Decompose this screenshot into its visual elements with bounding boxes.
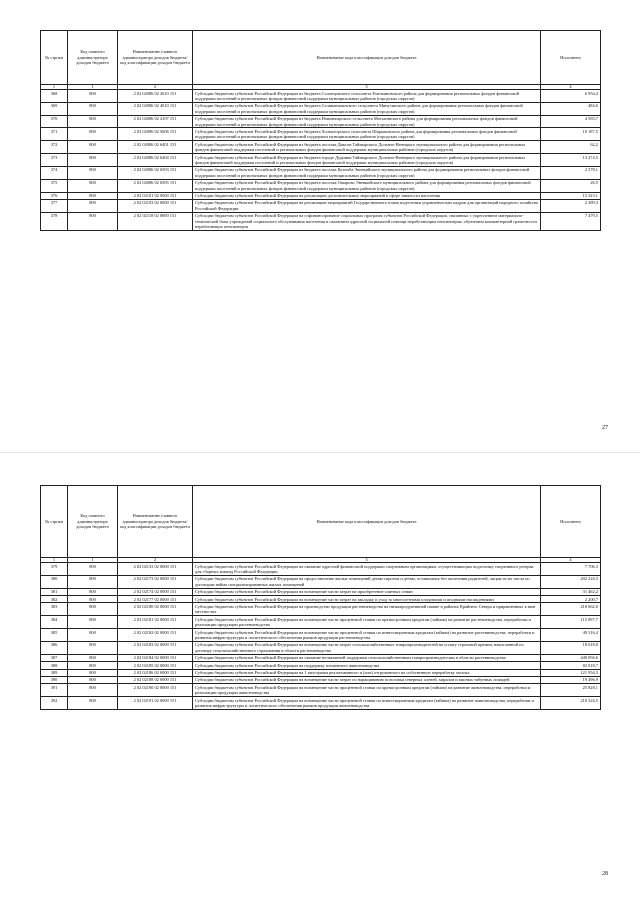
executed-amount-cell: 2 578,1 [541,166,601,179]
code-name-cell: Субсидии бюджетам субъектов Российской Федерации на возмещение части затрат по наращиванию поголовья северных оленей, маралов и мясных табунных лошадей [193,676,541,683]
row-number-cell: 380 [41,575,68,588]
row-number-cell: 382 [41,596,68,603]
executed-amount-cell: 82 018,7 [541,662,601,669]
admin-code-cell: 800 [68,199,118,212]
executed-amount-cell: 121 954,3 [541,669,601,676]
row-number-cell: 390 [41,676,68,683]
column-number: 1 [68,558,118,563]
admin-code-cell: 800 [68,102,118,115]
classification-code-cell: 2 02 02118 02 0000 151 [118,212,193,230]
admin-code-cell: 800 [68,669,118,676]
classification-code-cell: 2 02 02103 02 0000 151 [118,199,193,212]
table-row [41,166,601,179]
code-name-cell: Субсидии бюджетам субъектов Российской Федерации на поддержку племенного животноводства [193,662,541,669]
classification-code-cell: 2 02 02183 02 0000 151 [118,641,193,654]
header-code-name: Наименование кода классификации доходов бюджета [193,486,541,558]
table-row [41,575,601,588]
classification-code-cell: 2 02 02185 02 0000 151 [118,662,193,669]
classification-code-cell: 2 02 02191 02 0000 151 [118,697,193,710]
column-number: 4 [541,85,601,90]
classification-code-cell: 2 02 02177 02 0000 151 [118,596,193,603]
admin-code-cell: 800 [68,115,118,128]
revenue-table-page-1 [40,30,601,231]
table-header-row [41,486,601,558]
row-number-cell: 378 [41,212,68,230]
table-row [41,115,601,128]
classification-code-cell: 2 02 02188 02 0000 151 [118,676,193,683]
table-row [41,654,601,661]
row-number-cell: 369 [41,102,68,115]
executed-amount-cell: 6 954,4 [541,90,601,103]
column-number: 4 [541,558,601,563]
classification-code-cell: 2 02 02182 02 0000 151 [118,629,193,642]
executed-amount-cell: 4 583,7 [541,115,601,128]
code-name-cell: Субсидии бюджетам субъектов Российской Федерации на софинансирование социальных программ субъектов Российской Федерации, связанных с укреплением материально-технической базы учреждений социального обслуживания населения и оказанием адресной социальной помощи неработающим пенсионерам, обучением компьютерной грамотности неработающих пенсионеров [193,212,541,230]
executed-amount-cell: 449 094,6 [541,654,601,661]
budget-page-1 [0,0,640,440]
page-number: 27 [602,425,608,431]
classification-code-cell: 2 02 02086 02 6404 151 [118,154,193,167]
code-name-cell: Субсидии бюджетам субъектов Российской Федерации на возмещение части процентной ставки по инвестиционным кредитам (займам) на развитие растениеводства, переработки и развития инфраструктуры и логистического обеспечения рынков продукции растениеводства [193,629,541,642]
classification-code-cell: 2 02 02086 02 5606 151 [118,128,193,141]
row-number-cell: 379 [41,563,68,576]
budget-page-2 [0,470,640,905]
table-row [41,128,601,141]
code-name-cell: Субсидии бюджетам субъектов Российской Федерации на возмещение части затрат на закладку и уход за многолетними плодовыми и ягодными насаждениями [193,596,541,603]
column-number: 3 [193,85,541,90]
executed-amount-cell: 13 274,5 [541,154,601,167]
executed-amount-cell: 62,2 [541,141,601,154]
executed-amount-cell: 202 224,3 [541,575,601,588]
row-number-cell: 392 [41,697,68,710]
table-row [41,199,601,212]
code-name-cell: Субсидии бюджетам субъектов Российской Федерации на производство продукции растениеводства на низкопродуктивной пашне в районах Крайнего Севера и приравненных к ним местностях [193,603,541,616]
admin-code-cell: 800 [68,629,118,642]
table-row [41,563,601,576]
admin-code-cell: 800 [68,154,118,167]
code-name-cell: Субсидии бюджетам субъектов Российской Федерации из бюджета поселка Кузомба Эвенкийского муниципального района для формирования региональных фондов финансовой поддержки поселений и региональных фондов финансовой поддержки муниципальных районов (городских округов) [193,166,541,179]
row-number-cell: 374 [41,166,68,179]
row-number-cell: 381 [41,588,68,595]
code-name-cell: Субсидии бюджетам субъектов Российской Федерации из бюджета городе Дудинки Таймырского Долгано-Ненецкого муниципального района для формирования региональных фондов финансовой поддержки поселений и региональных фондов финансовой поддержки муниципальных районов (городских округов) [193,154,541,167]
table-row [41,603,601,616]
code-name-cell: Субсидии бюджетам субъектов Российской Федерации на возмещение части процентной ставки по краткосрочным кредитам (займам) на развитие растениеводства, переработки и реализации продукции растениеводства [193,616,541,629]
table-header-row [41,31,601,85]
header-admin-code: Код главного администратора доходов бюджета [68,486,118,558]
table-row [41,179,601,192]
table-row [41,676,601,683]
admin-code-cell: 800 [68,684,118,697]
row-number-cell: 385 [41,629,68,642]
column-number: 1 [41,85,68,90]
executed-amount-cell: 218 662,0 [541,603,601,616]
classification-code-cell: 2 02 02186 02 0000 151 [118,669,193,676]
classification-code-cell: 2 02 02180 02 0000 151 [118,603,193,616]
row-number-cell: 370 [41,115,68,128]
executed-amount-cell: 210 324,5 [541,697,601,710]
classification-code-cell: 2 02 02174 02 0000 151 [118,588,193,595]
row-number-cell: 389 [41,669,68,676]
classification-code-cell: 2 02 02086 02 6401 151 [118,141,193,154]
classification-code-cell: 2 02 02086 02 6505 151 [118,179,193,192]
admin-code-cell: 800 [68,141,118,154]
admin-code-cell: 800 [68,192,118,199]
row-number-cell: 377 [41,199,68,212]
executed-amount-cell: 115 897,7 [541,616,601,629]
executed-amount-cell: 31 462,2 [541,588,601,595]
code-name-cell: Субсидии бюджетам субъектов Российской Федерации на оказание адресной финансовой поддержки спортивным организациям, осуществляющим подготовку спортивного резерва для сборных команд Российской Федерации [193,563,541,576]
admin-code-cell: 800 [68,563,118,576]
table-body [41,563,601,710]
header-code-name: Наименование кода классификации доходов бюджета [193,31,541,85]
row-number-cell: 375 [41,179,68,192]
column-number: 1 [41,558,68,563]
header-executed: Исполнено [541,31,601,85]
row-number-cell: 386 [41,641,68,654]
row-number-cell: 372 [41,141,68,154]
table-row [41,154,601,167]
code-name-cell: Субсидии бюджетам субъектов Российской Федерации из бюджета Новоангарского сельсовета Мотыгинского района для формирования региональных фондов финансовой поддержки поселений и региональных фондов финансовой поддержки муниципальных районов (городских округов) [193,115,541,128]
row-number-cell: 368 [41,90,68,103]
revenue-table-page-2 [40,485,601,710]
executed-amount-cell: 2 389,3 [541,199,601,212]
header-row-number: № строки [41,31,68,85]
admin-code-cell: 800 [68,166,118,179]
executed-amount-cell: 484,6 [541,102,601,115]
classification-code-cell: 2 02 02173 02 0000 151 [118,575,193,588]
row-number-cell: 383 [41,603,68,616]
admin-code-cell: 800 [68,676,118,683]
executed-amount-cell: 18 618,0 [541,641,601,654]
code-name-cell: Субсидии бюджетам субъектов Российской Федерации на возмещение части затрат на приобретение элитных семян [193,588,541,595]
header-classification-code: Наименование главного администратора доходов бюджета/ код классификации доходов бюджета [118,486,193,558]
table-row [41,90,601,103]
classification-code-cell: 2 02 02190 02 0000 151 [118,684,193,697]
executed-amount-cell: 2 200,7 [541,596,601,603]
code-name-cell: Субсидии бюджетам субъектов Российской Федерации из бюджета Солонцовского сельсовета Емельяновского района для формирования региональных фондов финансовой поддержки поселений и региональных фондов финансовой поддержки муниципальных районов (городских округов) [193,90,541,103]
executed-amount-cell: 10 187,5 [541,128,601,141]
classification-code-cell: 2 02 02086 02 2610 151 [118,90,193,103]
code-name-cell: Субсидии бюджетам субъектов Российской Федерации на предоставление жилых помещений детям-сиротам и детям, оставшимся без попечения родителей, лицам из их числа по договорам найма специализированных жилых помещений [193,575,541,588]
row-number-cell: 391 [41,684,68,697]
table-row [41,669,601,676]
classification-code-cell: 2 02 02086 02 4010 151 [118,102,193,115]
code-name-cell: Субсидии бюджетам субъектов Российской Федерации из бюджета поселка Диксон Таймырского Долгано-Ненецкого муниципального района для формирования региональных фондов финансовой поддержки поселений и региональных фондов финансовой поддержки муниципальных районов (городских округов) [193,141,541,154]
column-number: 2 [118,85,193,90]
classification-code-cell: 2 02 02086 02 6503 151 [118,166,193,179]
table-row [41,616,601,629]
header-classification-code: Наименование главного администратора доходов бюджета/ код классификации доходов бюджета [118,31,193,85]
classification-code-cell: 2 02 02133 02 0000 151 [118,563,193,576]
admin-code-cell: 800 [68,603,118,616]
column-number: 1 [68,85,118,90]
row-number-cell: 373 [41,154,68,167]
table-row [41,588,601,595]
table-row [41,641,601,654]
page-number: 28 [602,871,608,877]
code-name-cell: Субсидии бюджетам субъектов Российской Федерации на возмещение части затрат сельскохозяйственных товаропроизводителей на уплату страховой премии, начисленной по договору сельскохозяйственного страхования в области растениеводства [193,641,541,654]
table-row [41,141,601,154]
classification-code-cell: 2 02 02184 02 0000 151 [118,654,193,661]
admin-code-cell: 800 [68,588,118,595]
executed-amount-cell: 26,5 [541,179,601,192]
table-row [41,697,601,710]
executed-amount-cell: 15 323,1 [541,192,601,199]
table-row [41,629,601,642]
admin-code-cell: 800 [68,179,118,192]
code-name-cell: Субсидии бюджетам субъектов Российской Федерации на оказание несвязанной поддержки сельскохозяйственным товаропроизводителям в области растениеводства [193,654,541,661]
admin-code-cell: 800 [68,596,118,603]
admin-code-cell: 800 [68,654,118,661]
header-executed: Исполнено [541,486,601,558]
header-admin-code: Код главного администратора доходов бюджета [68,31,118,85]
row-number-cell: 387 [41,654,68,661]
code-name-cell: Субсидии бюджетам субъектов Российской Федерации на реализацию дополнительных мероприятий в сфере занятости населения [193,192,541,199]
admin-code-cell: 800 [68,697,118,710]
table-row [41,662,601,669]
table-row [41,102,601,115]
code-name-cell: Субсидии бюджетам субъектов Российской Федерации на реализацию мероприятий Государственного плана подготовки управленческих кадров для организаций народного хозяйства Российской Федерации [193,199,541,212]
row-number-cell: 388 [41,662,68,669]
executed-amount-cell: 25 828,1 [541,684,601,697]
column-number: 3 [193,558,541,563]
row-number-cell: 384 [41,616,68,629]
table-body [41,90,601,231]
executed-amount-cell: 7 479,5 [541,212,601,230]
code-name-cell: Субсидии бюджетам субъектов Российской Федерации на возмещение части процентной ставки по инвестиционным кредитам (займам) на развитие животноводства, переработки и развития инфраструктуры и логистического обеспечения рынков продукции животноводства [193,697,541,710]
executed-amount-cell: 7 706,3 [541,563,601,576]
code-name-cell: Субсидии бюджетам субъектов Российской Федерации на возмещение части процентной ставки по краткосрочным кредитам (займам) на развитие животноводства, переработки и реализации продукции животноводства [193,684,541,697]
code-name-cell: Субсидии бюджетам субъектов Российской Федерации из бюджета поселка Ошарово Эвенкийского муниципального района для формирования региональных фондов финансовой поддержки поселений и региональных фондов финансовой поддержки муниципальных районов (городских округов) [193,179,541,192]
executed-amount-cell: 49 316,4 [541,629,601,642]
classification-code-cell: 2 02 02181 02 0000 151 [118,616,193,629]
table-row [41,596,601,603]
admin-code-cell: 800 [68,128,118,141]
admin-code-cell: 800 [68,662,118,669]
code-name-cell: Субсидии бюджетам субъектов Российской Федерации из бюджета Селиванихинского сельсовета Минусинского района для формирования региональных фондов финансовой поддержки поселений и региональных фондов финансовой поддержки муниципальных районов (городских округов) [193,102,541,115]
admin-code-cell: 800 [68,616,118,629]
admin-code-cell: 800 [68,90,118,103]
admin-code-cell: 800 [68,575,118,588]
row-number-cell: 371 [41,128,68,141]
code-name-cell: Субсидии бюджетам субъектов Российской Федерации из бюджета Холмогорского сельсовета Шарыповского района для формирования региональных фондов финансовой поддержки поселений и региональных фондов финансовой поддержки муниципальных районов (городских округов) [193,128,541,141]
admin-code-cell: 800 [68,212,118,230]
page-divider [0,452,640,453]
header-row-number: № строки [41,486,68,558]
classification-code-cell: 2 02 02101 02 0000 151 [118,192,193,199]
table-row [41,212,601,230]
column-number: 2 [118,558,193,563]
table-row [41,192,601,199]
classification-code-cell: 2 02 02086 02 4107 151 [118,115,193,128]
executed-amount-cell: 19 496,9 [541,676,601,683]
row-number-cell: 376 [41,192,68,199]
code-name-cell: Субсидии бюджетам субъектов Российской Федерации на 1 килограмм реализованного и (или) отгруженного на собственную переработку молока [193,669,541,676]
admin-code-cell: 800 [68,641,118,654]
table-row [41,684,601,697]
